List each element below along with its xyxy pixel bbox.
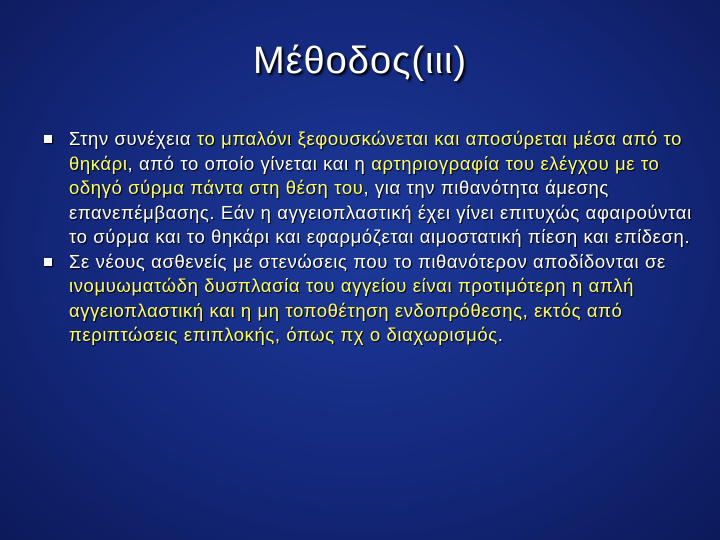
text-segment: , για την πιθανότητα άμεσης επανεπέμβασης. Εάν η αγγειοπλαστική έχει γίνει επιτυχώς αφαιρούνται το σύρμα και το θηκάρι και εφαρμόζεται αιμοστατική πίεση και επίδεση. xyxy=(69,177,692,247)
bullet-text xyxy=(69,127,694,250)
bullet-text xyxy=(69,250,694,348)
bullet-list xyxy=(44,127,694,348)
slide-title: Μέθοδος(ιιι) xyxy=(252,40,468,82)
highlighted-text-segment: ινομυωματώδη δυσπλασία του αγγείου είναι προτιμότερη η απλή αγγειοπλαστική και η μη τοποθέτηση ενδοπρόθεσης, εκτός από περιπτώσεις επιπλοκής, όπως πχ ο διαχωρισμός xyxy=(69,275,635,345)
bullet-item xyxy=(44,127,694,250)
square-bullet-icon xyxy=(44,135,52,143)
text-segment: Στην συνέχεια xyxy=(69,128,197,149)
text-segment: Σε νέους ασθενείς με στενώσεις που το πιθανότερον αποδίδονται σε xyxy=(69,250,666,272)
highlighted-text-segment: το μπαλόνι ξεφουσκώνεται και αποσύρεται μέσα από το θηκάρι xyxy=(69,128,683,174)
text-segment: . xyxy=(497,324,504,345)
square-bullet-icon xyxy=(44,258,52,266)
text-segment: , από το οποίο γίνεται και η xyxy=(127,152,372,174)
highlighted-text-segment: αρτηριογραφία του ελέγχου με το οδηγό σύρμα πάντα στη θέση του xyxy=(69,152,660,198)
bullet-item xyxy=(44,250,694,348)
